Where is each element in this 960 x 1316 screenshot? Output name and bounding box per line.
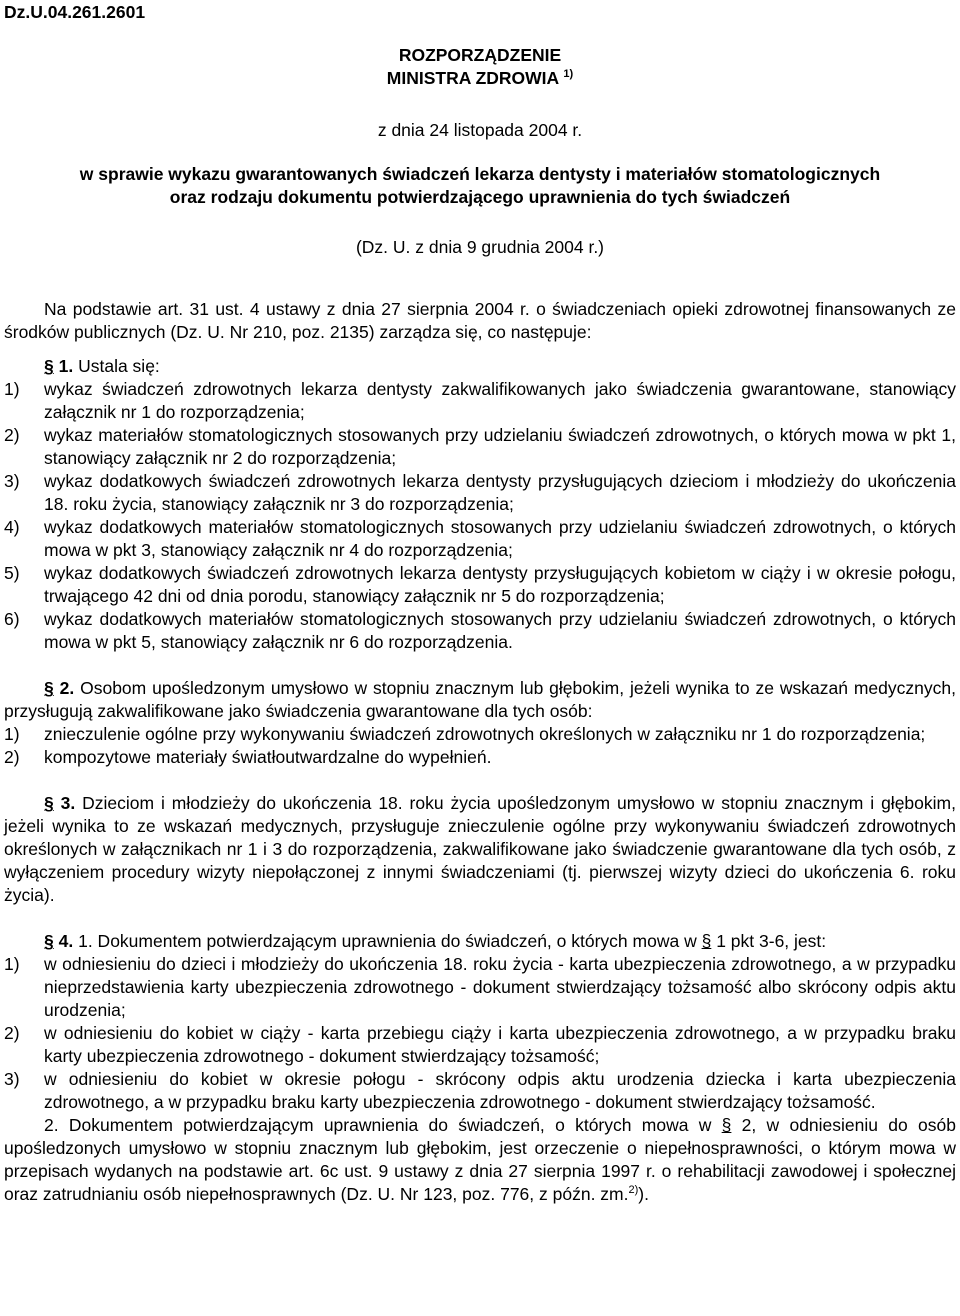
- section-4-ust1-lead: 1. Dokumentem potwierdzającym uprawnienia do świadczeń, o których mowa w: [78, 931, 697, 951]
- list-item: 3) w odniesieniu do kobiet w okresie połogu - skrócony odpis aktu urodzenia dziecka i karta ubezpieczenia zdrowotnego, a w przypadku braku karty ubezpieczenia zdrowotnego - dokument stwierdzający tożsamość.: [4, 1069, 956, 1112]
- document-reference: Dz.U.04.261.2601: [4, 2, 146, 22]
- preamble: Na podstawie art. 31 ust. 4 ustawy z dnia 27 sierpnia 2004 r. o świadczeniach opieki zdrowotnej finansowanych ze środków publicznych (Dz. U. Nr 210, poz. 2135) zarządza się, co następuje:: [4, 299, 956, 342]
- section-1-number: § 1.: [44, 356, 74, 376]
- section-3-number: § 3.: [44, 793, 76, 813]
- title-line-2: [0, 68, 960, 89]
- list-item: 3) wykaz dodatkowych świadczeń zdrowotnych lekarza dentysty przysługujących dzieciom i młodzieży do ukończenia 18. roku życia, stanowiący załącznik nr 3 do rozporządzenia;: [4, 471, 956, 514]
- title-text: MINISTRA ZDROWIA: [386, 68, 559, 88]
- list-item: 2) w odniesieniu do kobiet w ciąży - karta przebiegu ciąży i karta ubezpieczenia zdrowotnego, a w przypadku braku karty ubezpieczenia zdrowotnego - dokument stwierdzający tożsamość;: [4, 1023, 956, 1066]
- subject-line-2: oraz rodzaju dokumentu potwierdzającego uprawnienia do tych świadczeń: [169, 187, 791, 207]
- list-item: 1) w odniesieniu do dzieci i młodzieży do ukończenia 18. roku życia - karta ubezpieczenia zdrowotnego, a w przypadku nieprzedstawienia karty ubezpieczenia zdrowotnego - dokument stwierdzający tożsamość albo skrócony odpis aktu urodzenia;: [4, 954, 956, 1020]
- section-4-ust2-tail: 2, w odniesieniu do osób upośledzonych umysłowo w stopniu znacznym lub głębokim, jest orzeczenie o niepełnosprawności, o którym mowa w przepisach wydanych na podstawie art. 6c ust. 9 ustawy z dnia 27 sierpnia 1997 r. o rehabilitacji zawodowej i społecznej oraz zatrudnianiu osób niepełnosprawnych (Dz. U. Nr 123, poz. 776, z późn. zm.: [4, 1115, 956, 1204]
- list-item: 4) wykaz dodatkowych materiałów stomatologicznych stosowanych przy udzielaniu świadczeń zdrowotnych, o których mowa w pkt 3, stanowiący załącznik nr 4 do rozporządzenia;: [4, 517, 956, 560]
- section-4-ust2-ref-sign: §: [721, 1115, 732, 1135]
- subject-line-1: w sprawie wykazu gwarantowanych świadczeń lekarza dentysty i materiałów stomatologicznych: [79, 164, 881, 184]
- section-3-text: Dzieciom i młodzieży do ukończenia 18. roku życia upośledzonym umysłowo w stopniu znacznym i głębokim, jeżeli wynika to ze wskazań medycznych, przysługuje znieczulenie ogólne przy wykonywaniu świadczeń zdrowotnych określonych w załącznikach nr 1 i 3 do rozporządzenia, zakwalifikowane jako świadczenie gwarantowane dla tych osób, z wyłączeniem procedury wizyty niepołączonej z innymi świadczeniami (tj. pierwszej wizyty dzieci do ukończenia 6. roku życia).: [4, 793, 956, 905]
- list-item: 2) kompozytowe materiały światłoutwardzalne do wypełnień.: [4, 747, 492, 767]
- list-item: 1) wykaz świadczeń zdrowotnych lekarza dentysty zakwalifikowanych jako świadczenia gwarantowane, stanowiący załącznik nr 1 do rozporządzenia;: [4, 379, 956, 422]
- document-body: [4, 298, 956, 1206]
- section-2-number: § 2.: [44, 678, 75, 698]
- publication-reference: (Dz. U. z dnia 9 grudnia 2004 r.): [355, 237, 605, 257]
- list-item: 5) wykaz dodatkowych świadczeń zdrowotnych lekarza dentysty przysługujących kobietom w ciąży i w okresie połogu, trwającego 42 dni od dnia porodu, stanowiący załącznik nr 5 do rozporządzenia;: [4, 563, 956, 606]
- section-1-heading: [4, 355, 956, 378]
- section-4-number: § 4.: [44, 931, 74, 951]
- section-4-heading: [4, 930, 956, 953]
- section-1-intro: Ustala się:: [78, 356, 160, 376]
- document-date: z dnia 24 listopada 2004 r.: [377, 120, 583, 140]
- list-item: 6) wykaz dodatkowych materiałów stomatologicznych stosowanych przy udzielaniu świadczeń zdrowotnych, o których mowa w pkt 5, stanowiący załącznik nr 6 do rozporządzenia.: [4, 609, 956, 652]
- section-2-intro: Osobom upośledzonym umysłowo w stopniu znacznym lub głębokim, jeżeli wynika to ze wskazań medycznych, przysługują zakwalifikowane jako świadczenia gwarantowane dla tych osób:: [4, 678, 956, 721]
- list-item: 1) znieczulenie ogólne przy wykonywaniu świadczeń zdrowotnych określonych w załączniku nr 1 do rozporządzenia;: [4, 724, 926, 744]
- title-line-1: ROZPORZĄDZENIE: [398, 45, 562, 65]
- section-2-paragraph: [4, 677, 956, 723]
- section-4-ust2-lead: 2. Dokumentem potwierdzającym uprawnienia do świadczeń, o których mowa w: [44, 1115, 712, 1135]
- section-3-paragraph: [4, 792, 956, 907]
- list-item: 2) wykaz materiałów stomatologicznych stosowanych przy udzielaniu świadczeń zdrowotnych, o których mowa w pkt 1, stanowiący załącznik nr 2 do rozporządzenia;: [4, 425, 956, 468]
- section-4-ust2: 2. Dokumentem potwierdzającym uprawnienia do świadczeń, o których mowa w § 2, w odniesieniu do osób upośledzonych umysłowo w stopniu znacznym lub głębokim, jest orzeczenie o niepełnosprawności, o którym mowa w przepisach wydanych na podstawie art. 6c ust. 9 ustawy z dnia 27 sierpnia 1997 r. o rehabilitacji zawodowej i społecznej oraz zatrudnianiu osób niepełnosprawnych (Dz. U. Nr 123, poz. 776, z późn. zm.$^{2)}$).: [4, 1115, 956, 1204]
- section-4-ust1-tail: 1 pkt 3-6, jest:: [716, 931, 827, 951]
- title-footnote-marker: 1): [563, 68, 574, 81]
- footnote-marker: 2): [628, 1184, 639, 1197]
- section-4-ust1-ref-sign: §: [701, 931, 712, 951]
